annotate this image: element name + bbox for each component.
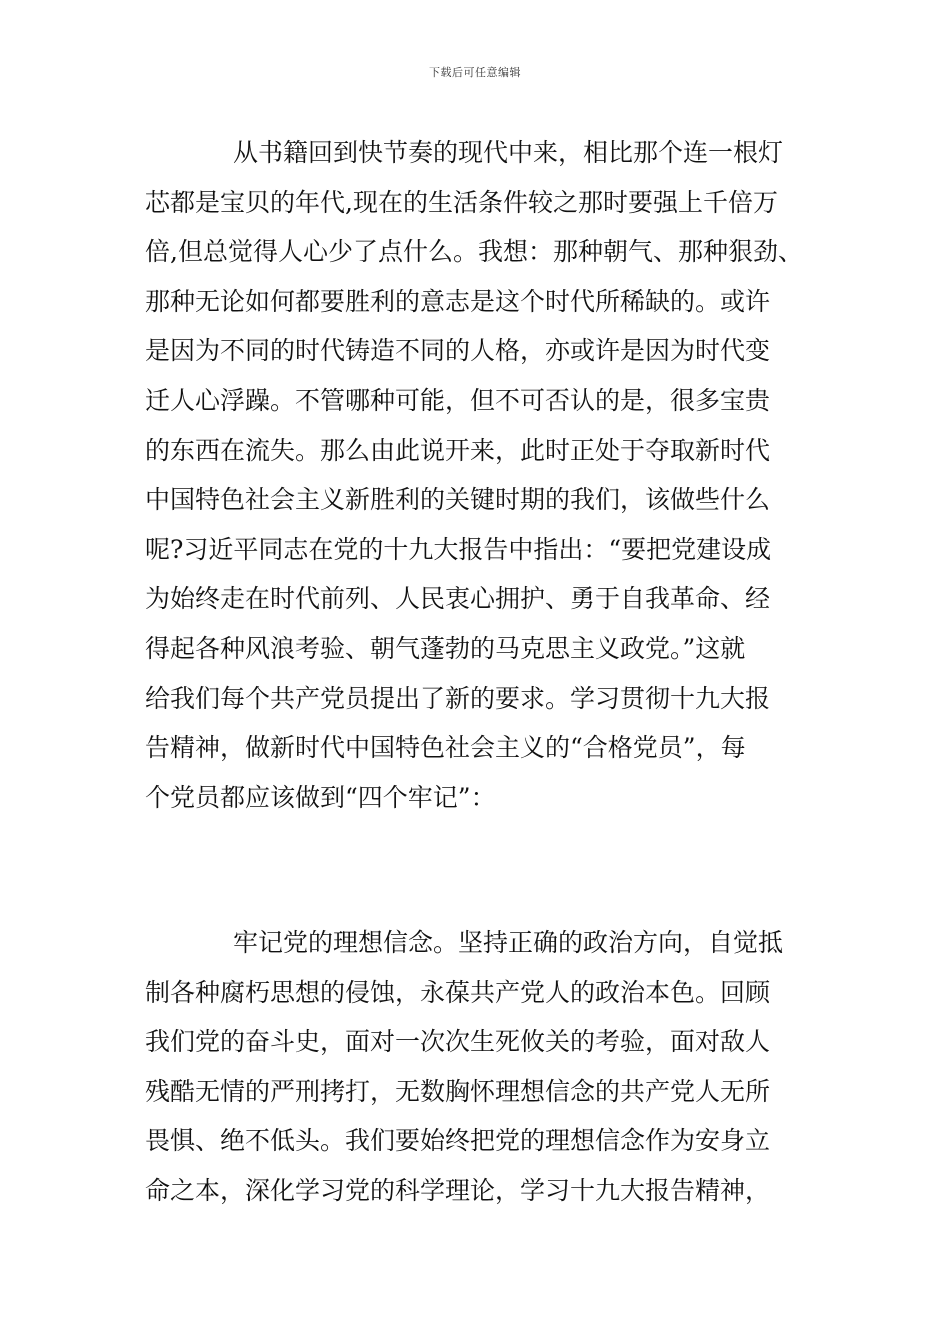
text-line: 告精神，做新时代中国特色社会主义的“合格党员”，每 [145, 733, 746, 763]
text-line: 我们党的奋斗史，面对一次次生死攸关的考验，面对敌人 [145, 1027, 771, 1057]
text-line: 残酷无情的严刑拷打，无数胸怀理想信念的共产党人无所 [145, 1076, 771, 1106]
text-line: 牢记党的理想信念。坚持正确的政治方向，自觉抵 [233, 928, 784, 957]
text-line: 芯都是宝贝的年代,现在的生活条件较之那时要强上千倍万 [145, 187, 778, 217]
text-line: 倍,但总觉得人心少了点什么。我想：那种朝气、那种狠劲、 [145, 237, 803, 267]
body-paragraph-1 [145, 128, 815, 822]
text-line: 的东西在流失。那么由此说开来，此时正处于夺取新时代 [145, 435, 771, 465]
text-line: 命之本，深化学习党的科学理论，学习十九大报告精神， [145, 1175, 771, 1205]
text-line: 为始终走在时代前列、人民衷心拥护、勇于自我革命、经 [145, 584, 771, 614]
page-header: 下载后可任意编辑 [429, 66, 521, 79]
text-line: 制各种腐朽思想的侵蚀，永葆共产党人的政治本色。回顾 [145, 977, 771, 1007]
text-line: 从书籍回到快节奏的现代中来，相比那个连一根灯 [233, 138, 784, 167]
text-line: 个党员都应该做到“四个牢记”： [145, 782, 496, 812]
text-line: 畏惧、绝不低头。我们要始终把党的理想信念作为安身立 [145, 1126, 771, 1156]
text-line: 给我们每个共产党员提出了新的要求。学习贯彻十九大报 [145, 683, 771, 713]
text-line: 是因为不同的时代铸造不同的人格，亦或许是因为时代变 [145, 336, 771, 366]
text-line: 呢?习近平同志在党的十九大报告中指出：“要把党建设成 [145, 534, 772, 564]
text-line: 中国特色社会主义新胜利的关键时期的我们，该做些什么 [145, 485, 771, 515]
text-line: 那种无论如何都要胜利的意志是这个时代所稀缺的。或许 [145, 286, 771, 316]
body-paragraph-2 [145, 918, 815, 1216]
text-line: 迁人心浮躁。不管哪种可能，但不可否认的是，很多宝贵 [145, 385, 771, 415]
text-line: 得起各种风浪考验、朝气蓬勃的马克思主义政党。”这就 [145, 633, 746, 663]
